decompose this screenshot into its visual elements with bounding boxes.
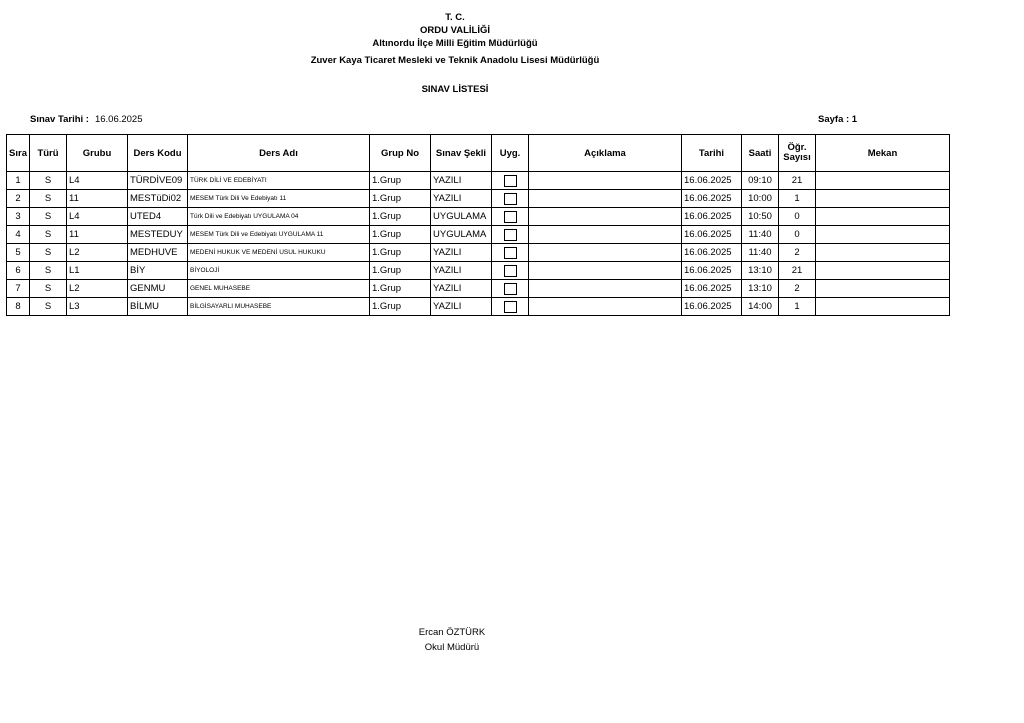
col-sira: Sıra [7,135,30,172]
col-aciklama: Açıklama [529,135,682,172]
cell-grup-no: 1.Grup [370,280,431,298]
uyg-checkbox[interactable] [504,247,517,259]
cell-saati: 11:40 [742,226,779,244]
cell-uyg[interactable] [492,172,529,190]
table-row [7,208,950,226]
cell-aciklama [529,298,682,316]
cell-ders-adi: MEDENİ HUKUK VE MEDENİ USUL HUKUKU [188,244,370,262]
exam-date [30,114,143,125]
cell-ogr-sayisi: 21 [779,262,816,280]
cell-ogr-sayisi: 2 [779,280,816,298]
cell-sinav-sekli: UYGULAMA [431,208,492,226]
cell-aciklama [529,244,682,262]
cell-saati: 11:40 [742,244,779,262]
cell-turu: S [30,280,67,298]
cell-grubu: L1 [67,262,128,280]
col-saati: Saati [742,135,779,172]
uyg-checkbox[interactable] [504,193,517,205]
cell-ders-adi: Türk Dili ve Edebiyatı UYGULAMA 04 [188,208,370,226]
cell-ders-kodu: MESTüDi02 [128,190,188,208]
cell-grup-no: 1.Grup [370,226,431,244]
cell-sira: 7 [7,280,30,298]
table-row [7,262,950,280]
cell-grubu: L2 [67,280,128,298]
cell-sira: 5 [7,244,30,262]
header-mem: Altınordu İlçe Milli Eğitim Müdürlüğü [372,38,538,49]
col-grup-no: Grup No [370,135,431,172]
cell-ders-adi: BİYOLOJİ [188,262,370,280]
col-ders-adi: Ders Adı [188,135,370,172]
cell-grup-no: 1.Grup [370,244,431,262]
table-row [7,190,950,208]
cell-tarihi: 16.06.2025 [682,298,742,316]
col-ogr-sayisi [779,135,816,172]
cell-saati: 10:00 [742,190,779,208]
cell-uyg[interactable] [492,208,529,226]
cell-mekan [816,244,950,262]
cell-sinav-sekli: UYGULAMA [431,226,492,244]
col-ogr-line2: Sayısı [783,152,811,163]
cell-aciklama [529,280,682,298]
cell-tarihi: 16.06.2025 [682,208,742,226]
signature-name: Ercan ÖZTÜRK [418,627,486,638]
cell-sira: 4 [7,226,30,244]
uyg-checkbox[interactable] [504,301,517,313]
table-header-row [7,135,950,172]
cell-uyg[interactable] [492,226,529,244]
cell-grubu: 11 [67,226,128,244]
cell-mekan [816,280,950,298]
cell-ogr-sayisi: 0 [779,226,816,244]
cell-sinav-sekli: YAZILI [431,298,492,316]
cell-ogr-sayisi: 0 [779,208,816,226]
cell-mekan [816,262,950,280]
cell-uyg[interactable] [492,298,529,316]
cell-turu: S [30,226,67,244]
cell-ders-adi: MESEM Türk Dili Ve Edebiyatı 11 [188,190,370,208]
col-mekan: Mekan [816,135,950,172]
cell-sinav-sekli: YAZILI [431,244,492,262]
uyg-checkbox[interactable] [504,211,517,223]
cell-saati: 09:10 [742,172,779,190]
cell-grubu: L4 [67,208,128,226]
cell-mekan [816,226,950,244]
col-ogr-line1: Öğr. [787,142,807,153]
cell-grubu: 11 [67,190,128,208]
cell-sinav-sekli: YAZILI [431,280,492,298]
cell-grup-no: 1.Grup [370,172,431,190]
cell-mekan [816,190,950,208]
cell-saati: 13:10 [742,280,779,298]
cell-aciklama [529,262,682,280]
cell-ders-kodu: GENMU [128,280,188,298]
cell-ders-kodu: BİY [128,262,188,280]
cell-sinav-sekli: YAZILI [431,190,492,208]
col-ders-kodu: Ders Kodu [128,135,188,172]
cell-ders-kodu: TÜRDİVE09 [128,172,188,190]
cell-sira: 6 [7,262,30,280]
uyg-checkbox[interactable] [504,283,517,295]
cell-tarihi: 16.06.2025 [682,226,742,244]
uyg-checkbox[interactable] [504,229,517,241]
cell-turu: S [30,262,67,280]
cell-aciklama [529,208,682,226]
cell-sira: 2 [7,190,30,208]
uyg-checkbox[interactable] [504,265,517,277]
page-number [818,114,857,125]
uyg-checkbox[interactable] [504,175,517,187]
cell-uyg[interactable] [492,244,529,262]
cell-ders-adi: TÜRK DİLİ VE EDEBİYATI [188,172,370,190]
cell-sira: 3 [7,208,30,226]
col-uyg: Uyg. [492,135,529,172]
signature-title: Okul Müdürü [424,642,480,653]
document-title: SINAV LİSTESİ [421,84,489,95]
cell-uyg[interactable] [492,190,529,208]
col-turu: Türü [30,135,67,172]
exam-table [6,134,950,316]
cell-ogr-sayisi: 1 [779,298,816,316]
cell-aciklama [529,190,682,208]
cell-turu: S [30,298,67,316]
cell-grup-no: 1.Grup [370,190,431,208]
cell-ders-adi: MESEM Türk Dili ve Edebiyatı UYGULAMA 11 [188,226,370,244]
cell-grubu: L2 [67,244,128,262]
cell-uyg[interactable] [492,280,529,298]
cell-tarihi: 16.06.2025 [682,280,742,298]
cell-turu: S [30,244,67,262]
cell-sira: 8 [7,298,30,316]
header-school: Zuver Kaya Ticaret Mesleki ve Teknik Anadolu Lisesi Müdürlüğü [310,55,600,66]
cell-grubu: L4 [67,172,128,190]
cell-sinav-sekli: YAZILI [431,172,492,190]
cell-sinav-sekli: YAZILI [431,262,492,280]
header-tc: T. C. [445,12,465,23]
cell-ogr-sayisi: 1 [779,190,816,208]
cell-grup-no: 1.Grup [370,298,431,316]
cell-ders-kodu: BİLMU [128,298,188,316]
cell-turu: S [30,208,67,226]
table-row [7,226,950,244]
cell-ogr-sayisi: 21 [779,172,816,190]
table-row [7,280,950,298]
cell-ders-kodu: MESTEDUY [128,226,188,244]
cell-tarihi: 16.06.2025 [682,262,742,280]
table-row [7,172,950,190]
cell-ders-adi: GENEL MUHASEBE [188,280,370,298]
cell-grup-no: 1.Grup [370,208,431,226]
cell-mekan [816,298,950,316]
header-valilik: ORDU VALİLİĞİ [419,25,491,36]
table-row [7,298,950,316]
cell-ders-adi: BİLGİSAYARLI MUHASEBE [188,298,370,316]
cell-saati: 13:10 [742,262,779,280]
cell-ogr-sayisi: 2 [779,244,816,262]
cell-sira: 1 [7,172,30,190]
cell-saati: 10:50 [742,208,779,226]
exam-date-label: Sınav Tarihi : [30,114,89,125]
cell-saati: 14:00 [742,298,779,316]
cell-ders-kodu: MEDHUVE [128,244,188,262]
cell-aciklama [529,226,682,244]
table-row [7,244,950,262]
cell-aciklama [529,172,682,190]
cell-turu: S [30,172,67,190]
col-sinav-sekli: Sınav Şekli [431,135,492,172]
cell-grubu: L3 [67,298,128,316]
col-grubu: Grubu [67,135,128,172]
col-tarihi: Tarihi [682,135,742,172]
cell-mekan [816,208,950,226]
cell-tarihi: 16.06.2025 [682,172,742,190]
cell-ders-kodu: UTED4 [128,208,188,226]
cell-tarihi: 16.06.2025 [682,190,742,208]
exam-date-value: 16.06.2025 [94,114,143,125]
cell-turu: S [30,190,67,208]
page-number-value: 1 [851,114,858,125]
cell-tarihi: 16.06.2025 [682,244,742,262]
cell-uyg[interactable] [492,262,529,280]
cell-grup-no: 1.Grup [370,262,431,280]
cell-mekan [816,172,950,190]
page-number-label: Sayfa : [818,114,850,125]
